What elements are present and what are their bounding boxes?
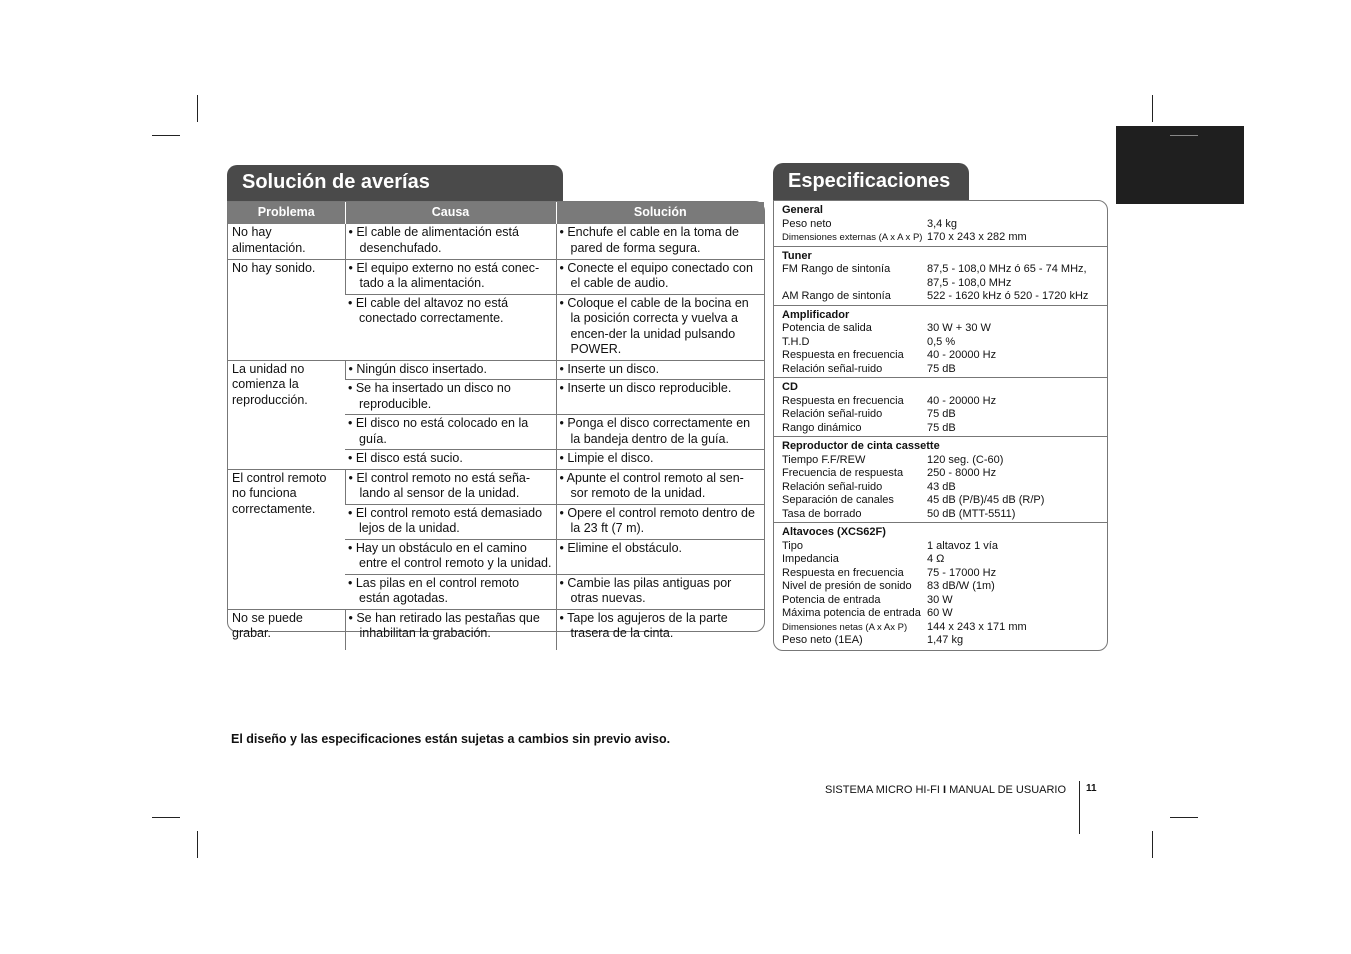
specifications-title: Especificaciones — [773, 163, 969, 201]
solution-cell: • Cambie las pilas antiguas por otras nuevas. — [556, 574, 764, 609]
spec-row — [782, 553, 1107, 567]
cause-cell: • El control remoto está demasiado lejos de la unidad. — [345, 504, 556, 539]
solution-cell: • Elimine el obstáculo. — [556, 539, 764, 574]
spec-row — [782, 454, 1107, 468]
problem-cell: No hay alimentación. — [232, 225, 306, 255]
crop-mark — [1152, 95, 1153, 122]
spec-value: 1,47 kg — [927, 634, 964, 646]
spec-value: 60 W — [927, 607, 953, 619]
troubleshooting-title: Solución de averías — [227, 165, 563, 202]
spec-value: 170 x 243 x 282 mm — [927, 231, 1027, 243]
crop-mark — [1170, 135, 1198, 136]
spec-label: AM Rango de sintonía — [782, 290, 891, 302]
spec-row — [782, 363, 1107, 377]
footer — [825, 784, 1066, 796]
spec-label: Potencia de entrada — [782, 593, 881, 606]
footer-divider — [1079, 781, 1080, 834]
spec-label: Respuesta en frecuencia — [782, 566, 904, 579]
spec-group — [774, 522, 1107, 649]
solution-cell: • Apunte el control remoto al sen-sor remoto de la unidad. — [556, 469, 764, 504]
spec-value: 3,4 kg — [927, 217, 957, 230]
spec-row — [782, 277, 1107, 291]
troubleshooting-table — [227, 201, 765, 640]
spec-row — [782, 540, 1107, 554]
spec-row — [782, 231, 1107, 245]
footer-manual: MANUAL DE USUARIO — [949, 784, 1067, 796]
spec-value: 4 Ω — [927, 553, 945, 565]
spec-group-heading: Altavoces (XCS62F) — [782, 526, 886, 538]
spec-row — [782, 336, 1107, 350]
spec-row — [782, 567, 1107, 581]
footer-separator: I — [942, 784, 947, 796]
spec-value: 43 dB — [927, 480, 956, 493]
table-row — [228, 224, 764, 259]
spec-label: Relación señal-ruido — [782, 408, 883, 420]
spec-value: 30 W — [927, 593, 953, 606]
spec-label: FM Rango de sintonía — [782, 263, 891, 275]
spec-label: Frecuencia de respuesta — [782, 467, 904, 479]
spec-row — [782, 322, 1107, 336]
spec-label: Tiempo F.F/REW — [782, 453, 866, 466]
spec-value: 45 dB (P/B)/45 dB (R/P) — [927, 494, 1045, 506]
spec-value: 120 seg. (C-60) — [927, 453, 1004, 466]
solution-cell: • Tape los agujeros de la parte trasera de la cinta. — [556, 609, 764, 650]
spec-label: T.H.D — [782, 335, 810, 348]
spec-label: Respuesta en frecuencia — [782, 394, 904, 407]
table-header-row — [228, 202, 764, 224]
column-header-solution: Solución — [556, 202, 764, 224]
spec-label: Relación señal-ruido — [782, 362, 883, 375]
spec-label: Separación de canales — [782, 494, 894, 506]
spec-row — [782, 621, 1107, 635]
spec-group-heading: Amplificador — [782, 308, 850, 321]
cause-cell: • El cable del altavoz no está conectado correctamente. — [345, 294, 556, 360]
spec-value: 75 dB — [927, 421, 956, 434]
column-header-problem: Problema — [228, 202, 345, 224]
page-number: 11 — [1086, 783, 1097, 794]
spec-row — [782, 290, 1107, 304]
spec-group-heading: CD — [782, 381, 798, 393]
spec-value: 50 dB (MTT-5511) — [927, 507, 1016, 520]
column-header-cause: Causa — [345, 202, 556, 224]
cause-cell: • Se ha insertado un disco no reproducible. — [345, 380, 556, 415]
spec-row — [782, 263, 1107, 277]
solution-cell: • Opere el control remoto dentro de la 23 ft (7 m). — [556, 504, 764, 539]
solution-cell: • Enchufe el cable en la toma de pared de forma segura. — [556, 224, 764, 259]
crop-mark — [1170, 817, 1198, 818]
spec-row — [782, 481, 1107, 495]
spec-value: 30 W + 30 W — [927, 322, 991, 334]
spec-row — [782, 508, 1107, 522]
spec-row — [782, 218, 1107, 232]
spec-value: 144 x 243 x 171 mm — [927, 620, 1027, 633]
spec-value: 1 altavoz 1 vía — [927, 539, 998, 552]
spec-label: Tasa de borrado — [782, 507, 862, 520]
cause-cell: • Las pilas en el control remoto están agotadas. — [345, 574, 556, 609]
problem-cell: El control remoto no funciona correctamente. — [228, 469, 345, 609]
spec-row — [782, 634, 1107, 648]
solution-cell: • Inserte un disco reproducible. — [556, 380, 764, 415]
spec-row — [782, 580, 1107, 594]
chapter-tab — [1116, 126, 1244, 204]
spec-value: 40 - 20000 Hz — [927, 394, 997, 407]
crop-mark — [152, 135, 180, 136]
spec-value: 75 dB — [927, 362, 956, 375]
crop-mark — [1152, 831, 1153, 858]
spec-group — [774, 201, 1107, 246]
spec-label: Nivel de presión de sonido — [782, 580, 912, 592]
spec-label: Tipo — [782, 539, 803, 552]
spec-row — [782, 422, 1107, 436]
spec-label: Peso neto (1EA) — [782, 634, 863, 646]
cause-cell: • Se han retirado las pestañas que inhabilitan la grabación. — [345, 609, 556, 650]
spec-group — [774, 246, 1107, 305]
spec-group — [774, 377, 1107, 436]
cause-cell: • Hay un obstáculo en el camino entre el control remoto y la unidad. — [345, 539, 556, 574]
spec-group-heading: Reproductor de cinta cassette — [782, 440, 940, 452]
solution-cell: • Inserte un disco. — [556, 360, 764, 380]
spec-row — [782, 408, 1107, 422]
cause-cell: • El disco está sucio. — [345, 450, 556, 470]
crop-mark — [197, 831, 198, 858]
spec-label: Potencia de salida — [782, 322, 872, 334]
spec-row — [782, 349, 1107, 363]
spec-value: 87,5 - 108,0 MHz — [927, 276, 1012, 289]
spec-label: Dimensiones externas (A x A x P) — [782, 232, 923, 243]
spec-value: 75 dB — [927, 408, 956, 420]
notice-text: El diseño y las especificaciones están sujetas a cambios sin previo aviso. — [231, 732, 671, 746]
spec-value: 75 - 17000 Hz — [927, 566, 997, 579]
spec-label: Respuesta en frecuencia — [782, 349, 904, 361]
problem-cell: No hay sonido. — [228, 259, 345, 360]
spec-group-heading: Tuner — [782, 249, 812, 262]
problem-cell: No se puede grabar. — [228, 609, 345, 650]
spec-label: Peso neto — [782, 217, 832, 230]
table-row — [228, 259, 764, 294]
spec-group — [774, 436, 1107, 522]
spec-label: Impedancia — [782, 553, 839, 565]
solution-cell: • Limpie el disco. — [556, 450, 764, 470]
cause-cell: • Ningún disco insertado. — [345, 360, 556, 380]
spec-row — [782, 494, 1107, 508]
spec-label: Dimensiones netas (A x Ax P) — [782, 621, 908, 633]
spec-group-heading: General — [782, 204, 823, 216]
crop-mark — [152, 817, 180, 818]
crop-mark — [197, 95, 198, 122]
solution-cell: • Conecte el equipo conectado con el cable de audio. — [556, 259, 764, 294]
spec-label: Rango dinámico — [782, 421, 862, 434]
spec-value: 250 - 8000 Hz — [927, 467, 997, 479]
footer-product: SISTEMA MICRO HI-FI — [825, 784, 940, 796]
spec-label: Relación señal-ruido — [782, 480, 883, 493]
spec-value: 522 - 1620 kHz ó 520 - 1720 kHz — [927, 290, 1089, 302]
spec-row — [782, 467, 1107, 481]
spec-value: 40 - 20000 Hz — [927, 349, 997, 361]
cause-cell: • El disco no está colocado en la guía. — [345, 415, 556, 450]
spec-row — [782, 594, 1107, 608]
spec-value: 0,5 % — [927, 335, 956, 348]
table-row — [228, 360, 764, 380]
solution-cell: • Ponga el disco correctamente en la bandeja dentro de la guía. — [556, 415, 764, 450]
problem-cell: La unidad no comienza la reproducción. — [228, 360, 345, 469]
cause-cell: • El control remoto no está seña-lando al sensor de la unidad. — [345, 469, 556, 504]
cause-cell: • El equipo externo no está conec-tado a la alimentación. — [345, 259, 556, 294]
specifications-panel — [773, 200, 1108, 651]
spec-value: 87,5 - 108,0 MHz ó 65 - 74 MHz, — [927, 263, 1087, 275]
cause-cell: • El cable de alimentación está desenchufado. — [345, 224, 556, 259]
solution-cell: • Coloque el cable de la bocina en la posición correcta y vuelva a encen-der la unidad pulsando POWER. — [556, 294, 764, 360]
spec-group — [774, 305, 1107, 378]
table-row — [228, 469, 764, 504]
spec-row — [782, 395, 1107, 409]
spec-row — [782, 607, 1107, 621]
spec-label: Máxima potencia de entrada — [782, 607, 921, 619]
spec-value: 83 dB/W (1m) — [927, 580, 995, 592]
spec-label — [782, 277, 927, 291]
table-row — [228, 609, 764, 650]
